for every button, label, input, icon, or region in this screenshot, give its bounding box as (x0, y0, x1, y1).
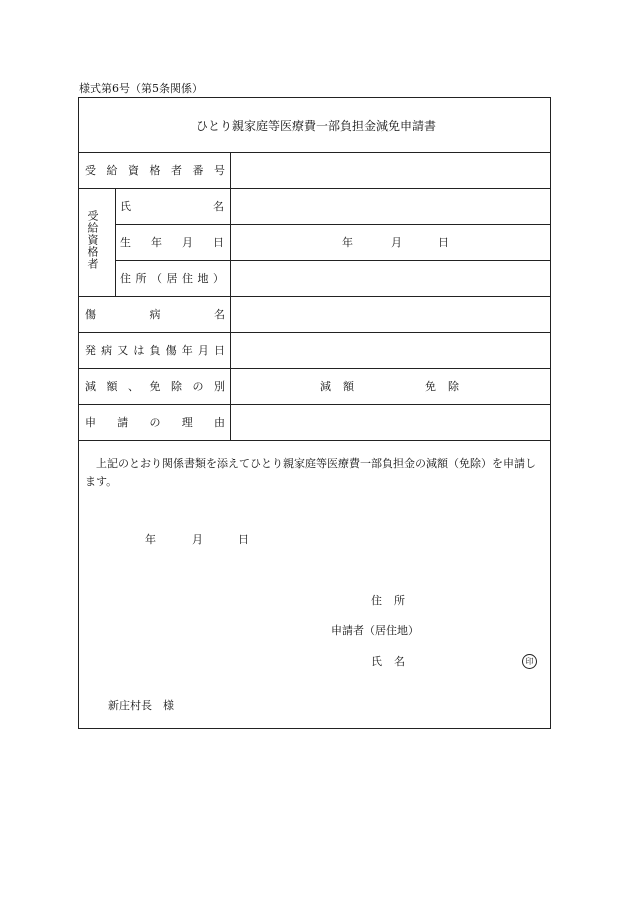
date-day: 日 (238, 533, 249, 546)
birth-year: 年 (342, 236, 353, 249)
birth-day: 日 (438, 236, 449, 249)
divider (79, 440, 550, 441)
divider (115, 188, 116, 296)
exemption-option[interactable]: 免除 (425, 380, 471, 393)
addressee: 新庄村長 様 (108, 699, 174, 712)
type-label: 減 額 、 免 除 の 別 (85, 380, 225, 393)
recipient-number-label: 受 給 資 格 者 番 号 (85, 164, 225, 177)
illness-label: 傷 病 名 (85, 308, 225, 321)
form-title: ひとり親家庭等医療費一部負担金減免申請書 (196, 119, 437, 133)
applicant-label: 申請者（居住地） (331, 624, 419, 637)
form-number: 様式第6号（第5条関係） (79, 82, 203, 95)
recipient-number-field[interactable] (231, 153, 551, 188)
seal-mark: 印 (522, 654, 537, 669)
date-month: 月 (192, 533, 203, 546)
onset-date-field[interactable] (231, 333, 551, 368)
illness-field[interactable] (231, 297, 551, 332)
birth-date-label: 生 年 月 日 (120, 236, 224, 249)
reduction-option[interactable]: 減額 (320, 380, 366, 393)
divider (79, 368, 550, 369)
address-label: 住 所 （ 居 住 地 ） (120, 272, 224, 285)
applicant-address-label: 住所 (371, 594, 417, 607)
birth-month: 月 (391, 236, 402, 249)
reason-label: 申 請 の 理 由 (85, 416, 225, 429)
name-label: 氏 名 (120, 200, 224, 213)
onset-date-label: 発 病 又 は 負 傷 年 月 日 (85, 344, 225, 357)
name-field[interactable] (231, 189, 551, 224)
application-form (78, 97, 551, 729)
address-field[interactable] (231, 261, 551, 296)
applicant-name-label: 氏名 (371, 655, 417, 668)
date-year: 年 (145, 533, 156, 546)
reason-field[interactable] (231, 405, 551, 440)
recipient-group-label: 受給資格者 (86, 210, 99, 270)
declaration-text: 上記のとおり関係書類を添えてひとり親家庭等医療費一部負担金の減額（免除）を申請します。 (85, 457, 536, 488)
